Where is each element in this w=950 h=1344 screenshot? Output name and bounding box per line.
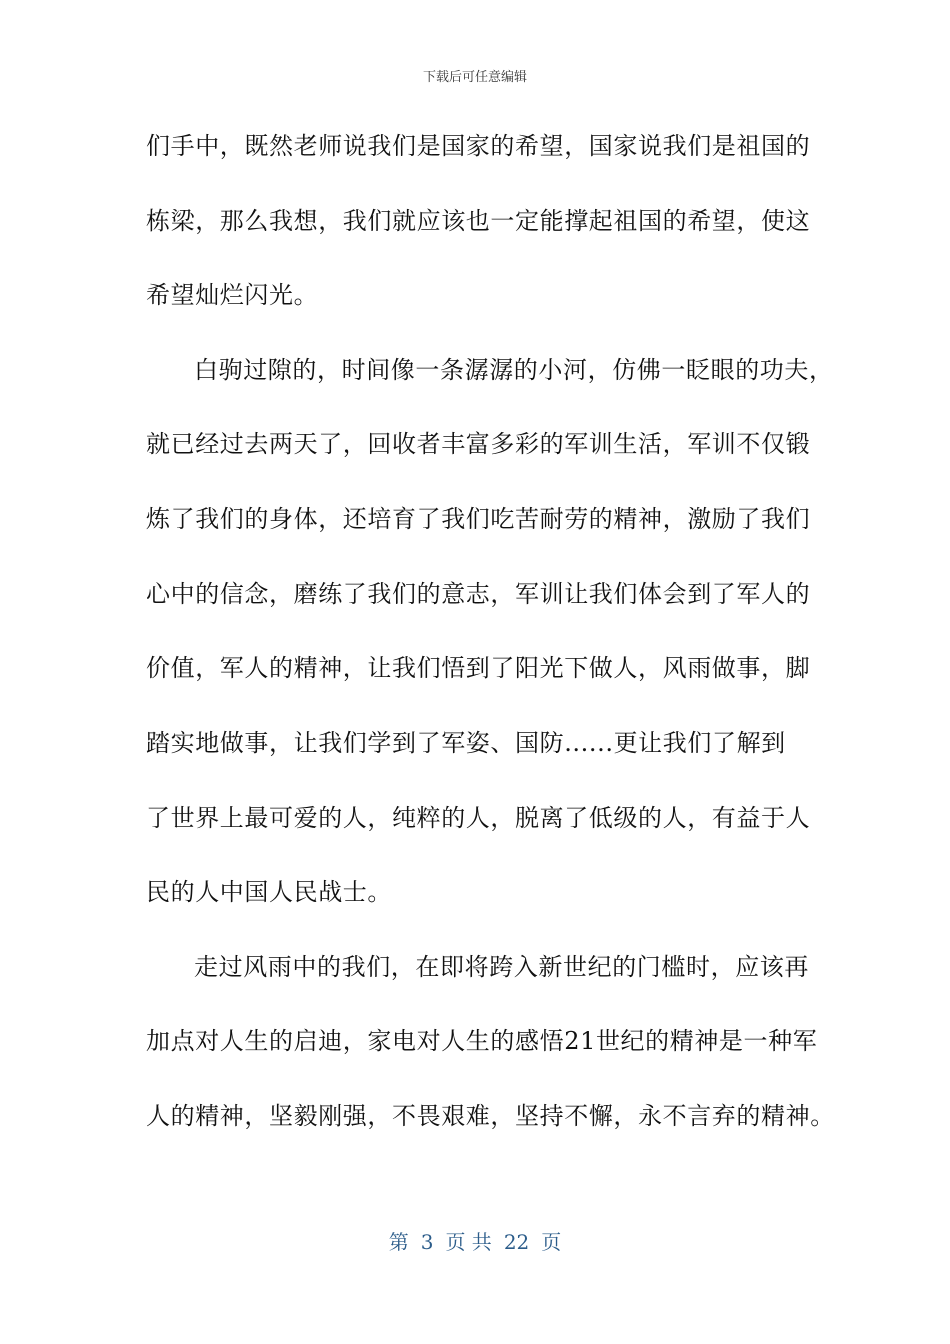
text-line: 希望灿烂闪光。: [146, 281, 319, 309]
page-footer: [0, 1226, 950, 1255]
text-line: 就已经过去两天了，回收者丰富多彩的军训生活，军训不仅锻: [146, 430, 811, 458]
page-header: 下载后可任意编辑: [422, 70, 527, 85]
footer-prefix: 第: [388, 1230, 409, 1254]
text-line: 心中的信念，磨练了我们的意志，军训让我们体会到了军人的: [146, 580, 811, 608]
total-pages-number: 22: [503, 1230, 530, 1254]
text-line: 踏实地做事，让我们学到了军姿、国防......更让我们了解到: [146, 729, 786, 757]
text-line: 人的精神，坚毅刚强，不畏艰难，坚持不懈，永不言弃的精神。: [146, 1102, 835, 1130]
footer-middle: 页 共: [445, 1230, 492, 1254]
current-page-number: 3: [420, 1230, 434, 1254]
paragraph-first-line: 白驹过隙的，时间像一条潺潺的小河，仿佛一眨眼的功夫，: [194, 356, 834, 384]
text-line: 了世界上最可爱的人，纯粹的人，脱离了低级的人，有益于人: [146, 804, 811, 832]
text-line: 加点对人生的启迪，家电对人生的感悟21世纪的精神是一种军: [146, 1027, 818, 1055]
paragraph-first-line: 走过风雨中的我们，在即将跨入新世纪的门槛时，应该再: [194, 953, 809, 981]
text-line: 们手中，既然老师说我们是国家的希望，国家说我们是祖国的: [146, 132, 811, 160]
text-line: 民的人中国人民战士。: [146, 878, 392, 906]
footer-suffix: 页: [541, 1230, 562, 1254]
text-line: 炼了我们的身体，还培育了我们吃苦耐劳的精神，激励了我们: [146, 505, 811, 533]
text-line: 栋梁，那么我想，我们就应该也一定能撑起祖国的希望，使这: [146, 207, 811, 235]
text-line: 价值，军人的精神，让我们悟到了阳光下做人，风雨做事，脚: [146, 654, 811, 682]
